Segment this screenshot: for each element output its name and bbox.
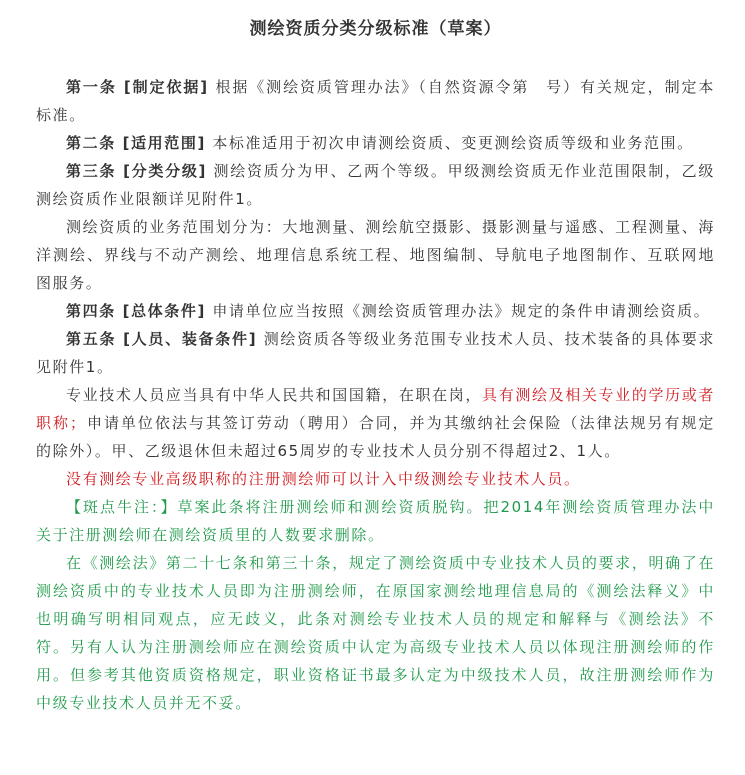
article-text: 测绘资质分为甲、乙两个等级。甲级测绘资质无作业范围限制，乙级测绘资质作业限额详见附件1。 xyxy=(36,162,715,208)
article-heading: 第二条 [适用范围] xyxy=(66,134,206,152)
commentary-2: 在《测绘法》第二十七条和第三十条，规定了测绘资质中专业技术人员的要求，明确了在测绘资质中的专业技术人员即为注册测绘师，在原国家测绘地理信息局的《测绘法释义》中也明确写明相同观点，应无歧义，此条对测绘专业技术人员的规定和解释与《测绘法》不符。另有人认为注册测绘师应在测绘资质中认定为高级专业技术人员以体现注册测绘师的作用。但参考其他资质资格规定，职业资格证书最多认定为中级技术人员，故注册测绘师作为中级专业技术人员并无不妥。 xyxy=(36,554,715,712)
article-text: 测绘资质的业务范围划分为：大地测量、测绘航空摄影、摄影测量与遥感、工程测量、海洋测绘、界线与不动产测绘、地理信息系统工程、地图编制、导航电子地图制作、互联网地图服务。 xyxy=(36,218,715,292)
commentary-1: 【斑点牛注：】草案此条将注册测绘师和测绘资质脱钩。把2014年测绘资质管理办法中关于注册测绘师在测绘资质里的人数要求删除。 xyxy=(36,498,715,544)
staff-text: 专业技术人员应当具有中华人民共和国国籍，在职在岗， xyxy=(66,386,483,404)
staff-text: 申请单位依法与其签订劳动（聘用）合同，并为其缴纳社会保险（法律法规另有规定的除外）。甲、乙级退休但未超过65周岁的专业技术人员分别不得超过2、1人。 xyxy=(36,414,715,460)
article-5 xyxy=(36,325,715,381)
article-heading: 第五条 [人员、装备条件] xyxy=(66,330,258,348)
article-heading: 第三条 [分类分级] xyxy=(66,162,208,180)
article-1 xyxy=(36,73,715,129)
staff-paragraph xyxy=(36,381,715,465)
article-4 xyxy=(36,297,715,325)
article-text: 申请单位应当按照《测绘资质管理办法》规定的条件申请测绘资质。 xyxy=(212,302,711,320)
article-3 xyxy=(36,157,715,213)
article-text: 根据《测绘资质管理办法》（自然资源令第 号）有关规定，制定本标准。 xyxy=(36,78,715,124)
red-note: 没有测绘专业高级职称的注册测绘师可以计入中级测绘专业技术人员。 xyxy=(66,470,581,488)
article-text: 本标准适用于初次申请测绘资质、变更测绘资质等级和业务范围。 xyxy=(212,134,694,152)
article-text: 测绘资质各等级业务范围专业技术人员、技术装备的具体要求见附件1。 xyxy=(36,330,716,376)
article-heading: 第四条 [总体条件] xyxy=(66,302,206,320)
document-title: 测绘资质分类分级标准（草案） xyxy=(249,19,502,39)
article-2 xyxy=(36,129,715,157)
highlighted-requirement: 具有测绘及相关专业的学历或者职称； xyxy=(36,386,715,432)
business-scope-paragraph xyxy=(36,213,715,297)
article-heading: 第一条 [制定依据] xyxy=(66,78,209,96)
